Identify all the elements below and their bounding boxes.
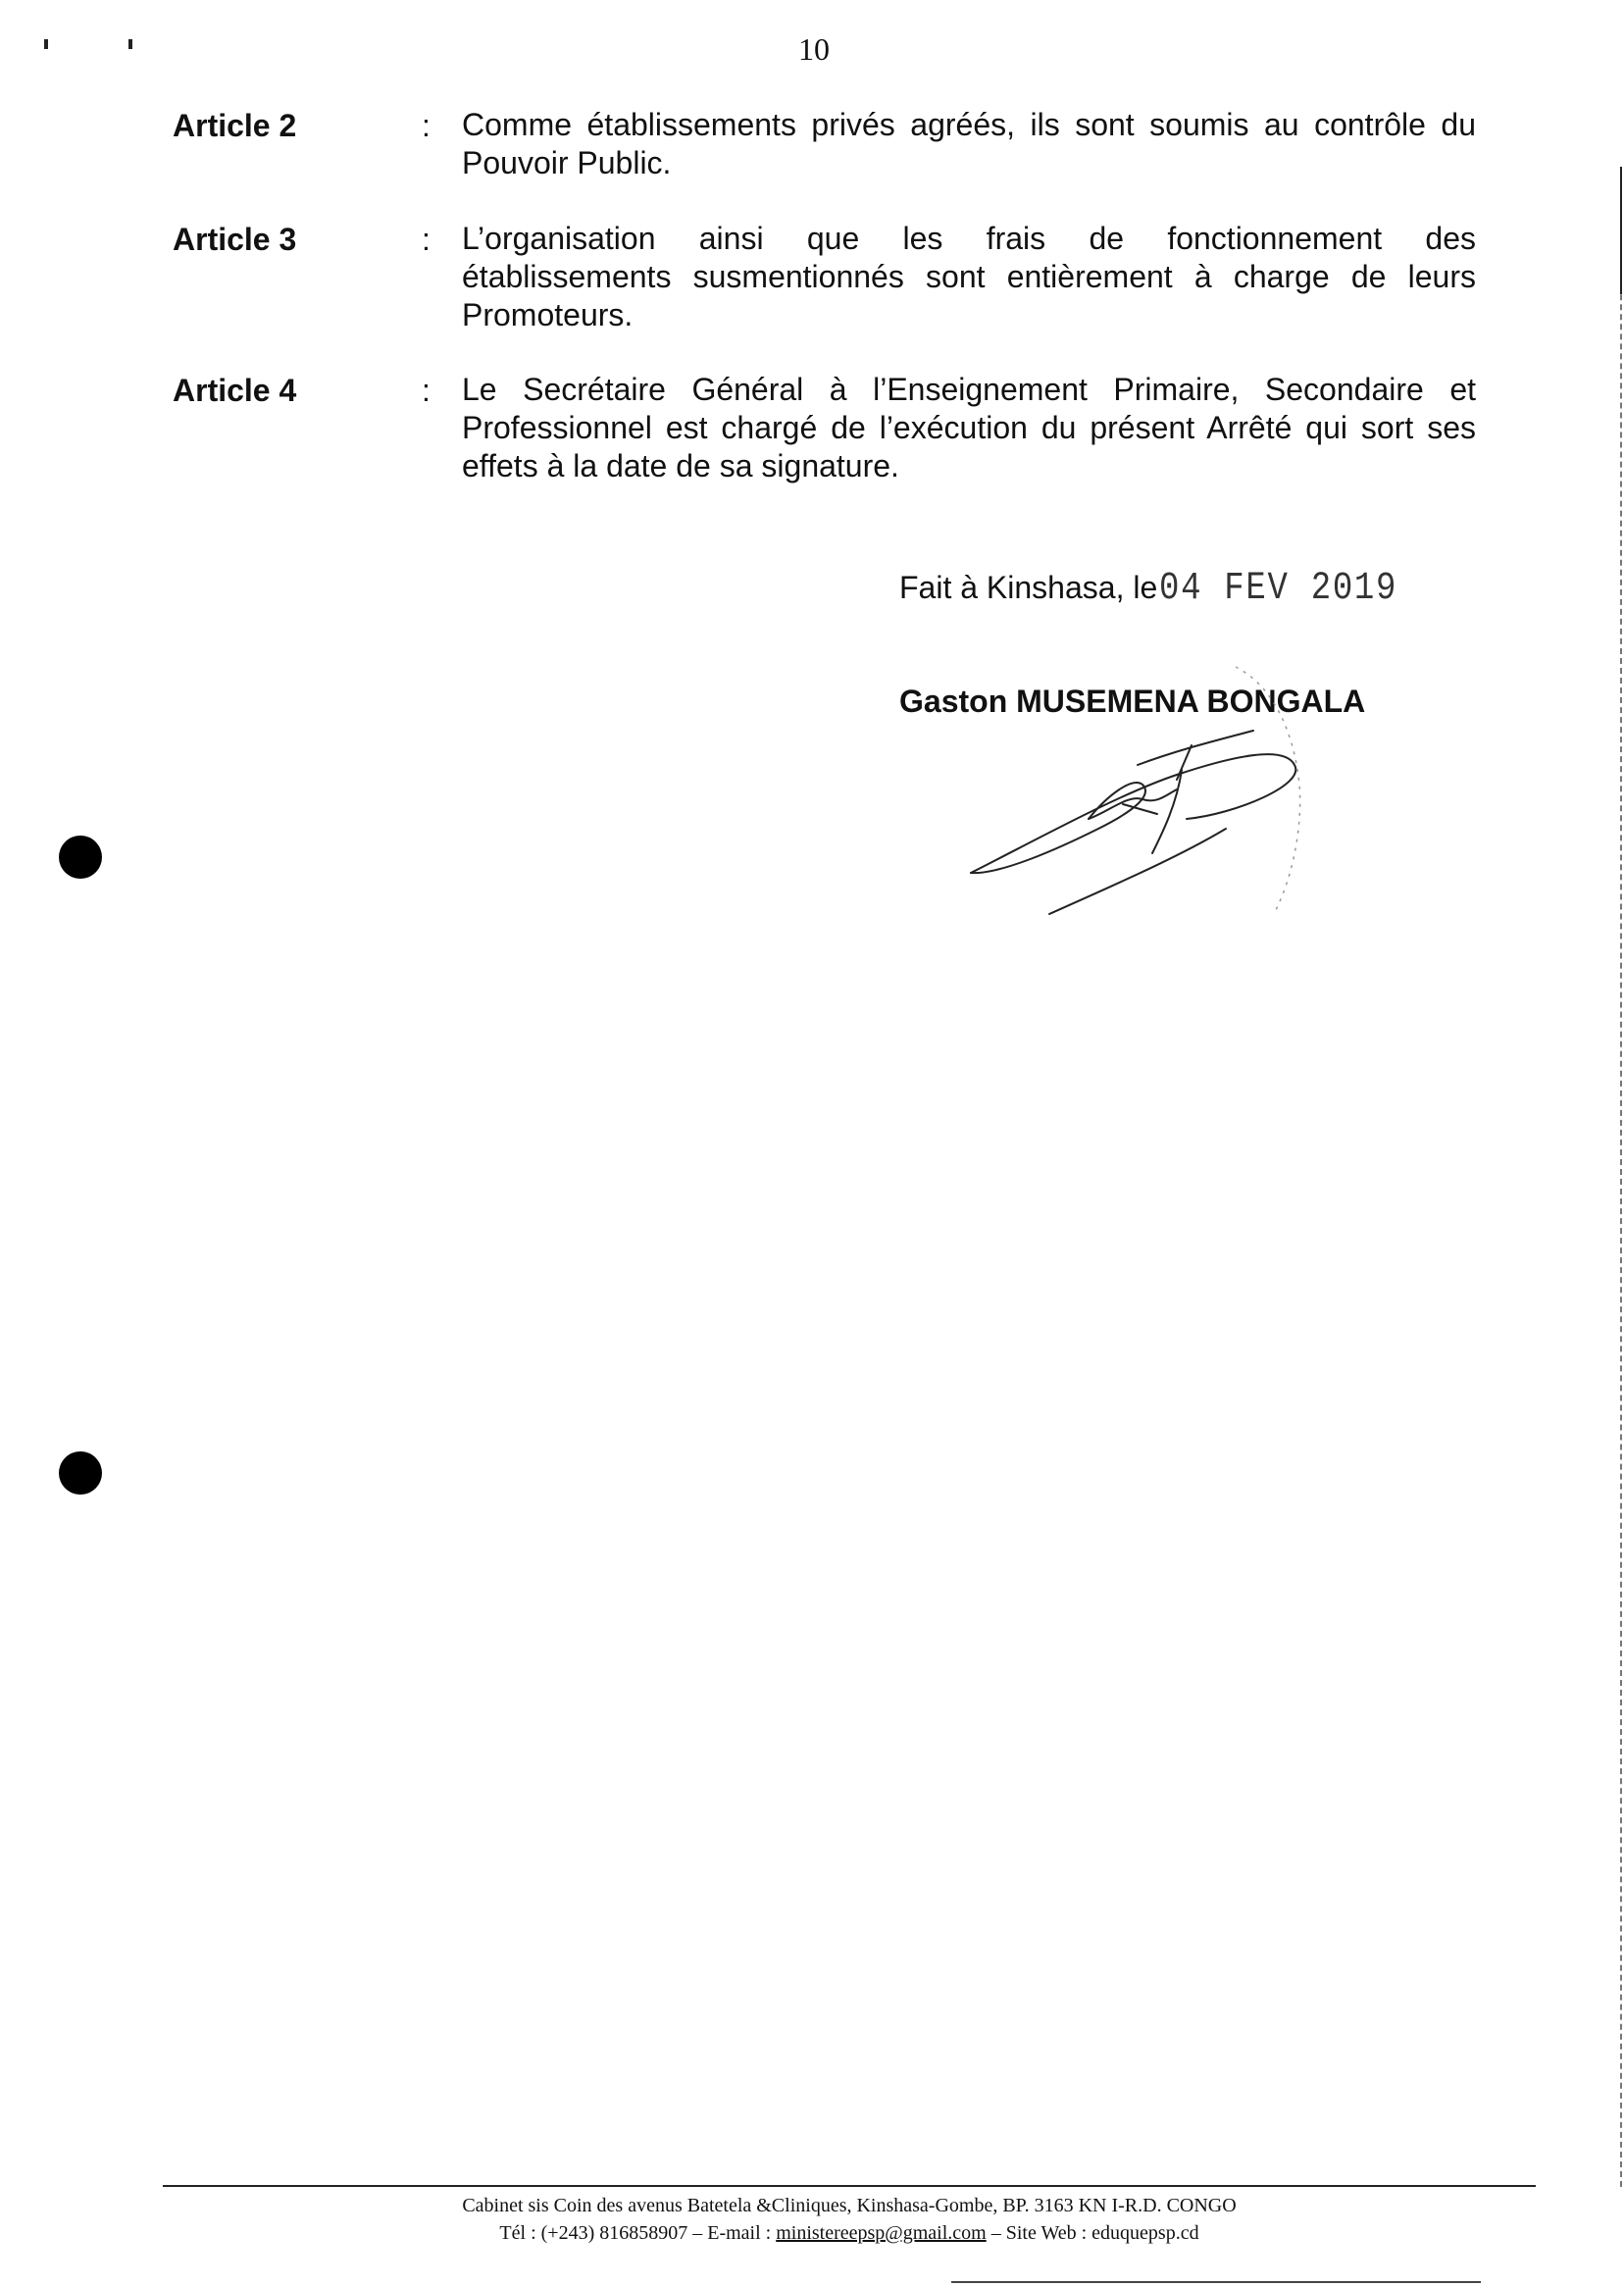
scan-tick-mark (128, 39, 132, 49)
article-4-separator: : (422, 373, 431, 408)
article-3-separator: : (422, 222, 431, 257)
article-4-line: effets à la date de sa signature. (462, 448, 899, 483)
article-2-separator: : (422, 108, 431, 143)
footer-contact (163, 2222, 1536, 2245)
handwritten-signature (941, 647, 1373, 941)
article-4-label: Article 4 (173, 373, 297, 408)
footer-email-link[interactable]: ministereepsp@gmail.com (776, 2222, 987, 2244)
punch-hole-mark (59, 836, 102, 879)
place-and-date (899, 567, 1440, 611)
footer-address: Cabinet sis Coin des avenus Batetela &Cliniques, Kinshasa-Gombe, BP. 3163 KN I-R.D. CONGO (462, 2195, 1237, 2216)
footer-website: – Site Web : eduquepsp.cd (990, 2222, 1199, 2244)
article-3-line: L’organisation ainsi que les frais de fonctionnement des (462, 221, 1476, 256)
place-prefix: Fait à Kinshasa, le (899, 570, 1158, 605)
article-2-line: Pouvoir Public. (462, 145, 672, 180)
page-number: 10 (798, 31, 830, 67)
article-3-line: Promoteurs. (462, 297, 634, 332)
footer-email-label: – E-mail : (692, 2222, 772, 2244)
article-4-line: Professionnel est chargé de l’exécution du présent Arrêté qui sort ses (462, 410, 1476, 445)
punch-hole-mark (59, 1451, 102, 1495)
page-edge-mark (951, 2281, 1481, 2283)
article-4-text (462, 371, 1476, 485)
page-edge-mark (1620, 167, 1622, 294)
article-2-text (462, 106, 1476, 182)
date-stamp: 04 FEV 2019 (1159, 567, 1398, 611)
article-3-text (462, 220, 1476, 334)
article-4-line: Le Secrétaire Général à l’Enseignement Primaire, Secondaire et (462, 372, 1476, 407)
article-3-label: Article 3 (173, 222, 297, 257)
article-3-line: établissements susmentionnés sont entièrement à charge de leurs (462, 259, 1476, 294)
signatory-name: Gaston MUSEMENA BONGALA (899, 684, 1366, 719)
footer-phone: Tél : (+243) 816858907 (499, 2222, 688, 2244)
footer-divider (163, 2185, 1536, 2187)
article-2-label: Article 2 (173, 108, 297, 143)
page-edge-mark (1620, 167, 1623, 2187)
article-2-line: Comme établissements privés agréés, ils sont soumis au contrôle du (462, 107, 1476, 142)
scan-tick-mark (44, 39, 48, 49)
